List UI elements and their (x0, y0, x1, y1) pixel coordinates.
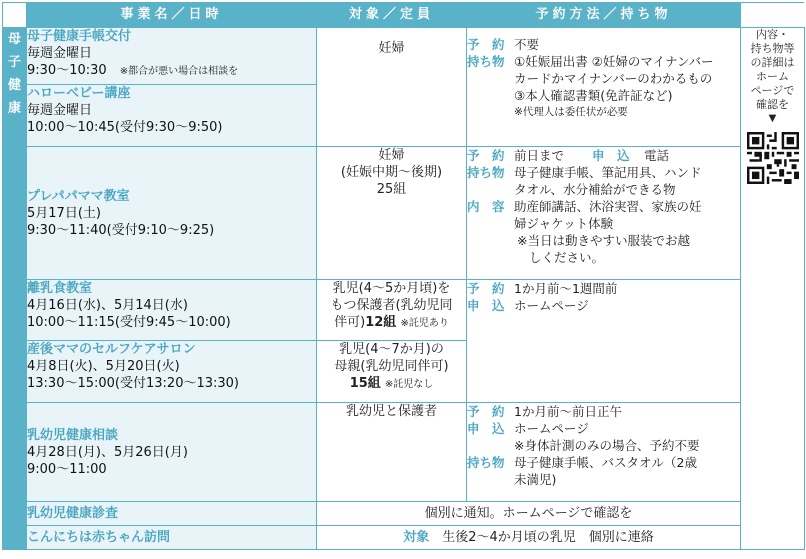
label-yoyaku: 予 約 (467, 37, 505, 52)
label-moushikomi: 申 込 (592, 148, 630, 163)
reservation-note: ※当日は動きやすい服装でお越 (517, 233, 690, 248)
target-text: (妊娠中期〜後期) (340, 165, 443, 180)
side-text: の詳細は (750, 56, 795, 69)
event-time: 13:30〜15:00(受付13:20〜13:30) (27, 376, 239, 391)
event-title: 乳幼児健康相談 (27, 427, 119, 443)
reservation-rinyu-selfcare (467, 280, 741, 403)
event-time: 9:30〜11:40(受付9:10〜9:25) (27, 222, 215, 238)
label-taishou: 対象 (403, 530, 430, 545)
event-title: こんにちは赤ちゃん訪問 (27, 530, 171, 545)
target-prepapa (317, 147, 467, 280)
mochimono-value: カードかマイナンバーのわかるもの (514, 71, 713, 86)
shinsa-text: 個別に通知。ホームページで確認を (424, 506, 633, 521)
event-date: 毎週金曜日 (27, 46, 93, 61)
target-capacity: 25組 (376, 182, 407, 197)
moushikomi-value: ホームページ (514, 421, 589, 436)
event-time: 10:00〜11:15(受付9:45〜10:00) (27, 315, 231, 330)
event-hello-baby (27, 85, 317, 147)
label-moushikomi: 申 込 (467, 421, 505, 436)
reservation-techou (467, 28, 741, 147)
event-date: 4月16日(水)、5月14日(水) (27, 298, 188, 313)
yoyaku-value: 不要 (514, 37, 540, 52)
event-title: プレパパママ教室 (27, 188, 130, 204)
event-houmon (27, 526, 317, 550)
target-capacity: 15組 (349, 376, 381, 391)
yoyaku-value: 前日まで (514, 148, 565, 163)
yoyaku-value: 1か月前〜1週間前 (514, 281, 618, 296)
label-mochimono: 持ち物 (467, 455, 505, 470)
category-label (3, 28, 27, 550)
target-text: 妊婦 (378, 148, 405, 163)
target-text: 乳児(4〜5か月頃)を (332, 281, 451, 296)
target-soudan (317, 403, 467, 502)
header-reservation: 予約方法／持ち物 (467, 3, 741, 28)
target-capacity: 12組 (365, 315, 397, 330)
event-time: 9:00〜11:00 (27, 461, 107, 477)
reservation-note: しください。 (529, 250, 605, 265)
mochimono-value: ①妊娠届出書 ②妊婦のマイナンバー (514, 54, 714, 69)
mochimono-value: タオル、水分補給ができる物 (514, 182, 676, 197)
naiyou-value: 婦ジャケット体験 (514, 216, 614, 231)
header-event: 事業名／日時 (27, 3, 317, 28)
corner-cell-right (741, 3, 805, 28)
mochimono-value: 母子健康手帳、筆記用具、ハンド (514, 165, 702, 180)
target-text: 乳幼児と保護者 (345, 404, 437, 419)
label-mochimono: 持ち物 (467, 54, 505, 69)
event-time: 9:30〜10:30 (27, 63, 107, 78)
label-mochimono: 持ち物 (467, 165, 505, 180)
moushikomi-value: ホームページ (514, 298, 589, 313)
label-yoyaku: 予 約 (467, 148, 505, 163)
event-title: 母子健康手帳交付 (27, 29, 132, 44)
event-date: 毎週金曜日 (27, 103, 93, 118)
category-text: 母 子 健 康 (7, 32, 21, 116)
target-note: ※託児あり (400, 318, 449, 329)
event-time: 10:00〜10:45(受付9:30〜9:50) (27, 120, 223, 135)
mochimono-value: 母子健康手帳、バスタオル（2歳 (514, 455, 697, 470)
event-shinsa (27, 502, 317, 526)
side-text: ホーム (756, 70, 789, 83)
label-yoyaku: 予 約 (467, 404, 505, 419)
target-text: 乳児(4〜7か月)の (339, 342, 444, 357)
label-moushikomi: 申 込 (467, 298, 505, 313)
houmon-info (317, 526, 741, 550)
moushikomi-value: 電話 (644, 148, 670, 163)
event-title: 離乳食教室 (27, 281, 93, 296)
event-selfcare (27, 341, 317, 403)
reservation-note: ※代理人は委任状が必要 (514, 106, 628, 118)
reservation-prepapa (467, 147, 741, 280)
corner-cell (3, 3, 27, 28)
target-text: 母親(乳幼児同伴可) (334, 359, 449, 374)
side-text: 内容・ (756, 28, 789, 41)
side-text: ページで (750, 84, 795, 97)
event-date: 5月17日(土) (27, 205, 101, 221)
target-text: 伴可) (334, 315, 366, 330)
qr-code-icon[interactable] (747, 132, 799, 184)
houmon-text: 生後2〜4か月頃の乳児 個別に連絡 (442, 530, 654, 545)
event-boshi-techou (27, 28, 317, 85)
side-text: 持ち物等 (750, 42, 795, 55)
event-date: 4月28日(月)、5月26日(月) (27, 444, 188, 460)
label-yoyaku: 予 約 (467, 281, 505, 296)
schedule-table (2, 2, 805, 550)
label-naiyou: 内 容 (467, 199, 505, 214)
reservation-note: ※身体計測のみの場合、予約不要 (514, 438, 700, 453)
event-rinyu (27, 280, 317, 341)
target-text: 妊婦 (378, 41, 405, 56)
reservation-soudan (467, 403, 741, 502)
shinsa-info (317, 502, 741, 526)
event-date: 4月8日(火)、5月20日(火) (27, 359, 180, 374)
mochimono-value: ③本人確認書類(免許証など) (514, 88, 673, 103)
target-text: もつ保護者(乳幼児同 (330, 298, 453, 313)
target-ninpu (317, 28, 467, 147)
target-selfcare (317, 341, 467, 403)
arrow-down-icon: ▼ (768, 113, 777, 124)
event-prepapa (27, 147, 317, 280)
event-title: ハローベビー講座 (27, 86, 131, 101)
header-target: 対象／定員 (317, 3, 467, 28)
event-title: 産後ママのセルフケアサロン (27, 342, 196, 357)
event-title: 乳幼児健康診査 (27, 506, 119, 521)
side-info (741, 28, 805, 550)
side-text: 確認を (756, 98, 789, 111)
target-rinyu (317, 280, 467, 341)
event-note: ※都合が悪い場合は相談を (119, 66, 239, 77)
naiyou-value: 助産師講話、沐浴実習、家族の妊 (514, 199, 702, 214)
mochimono-value: 未満児) (514, 472, 557, 487)
target-note: ※託児なし (384, 379, 434, 390)
event-soudan (27, 403, 317, 502)
yoyaku-value: 1か月前〜前日正午 (514, 404, 622, 419)
